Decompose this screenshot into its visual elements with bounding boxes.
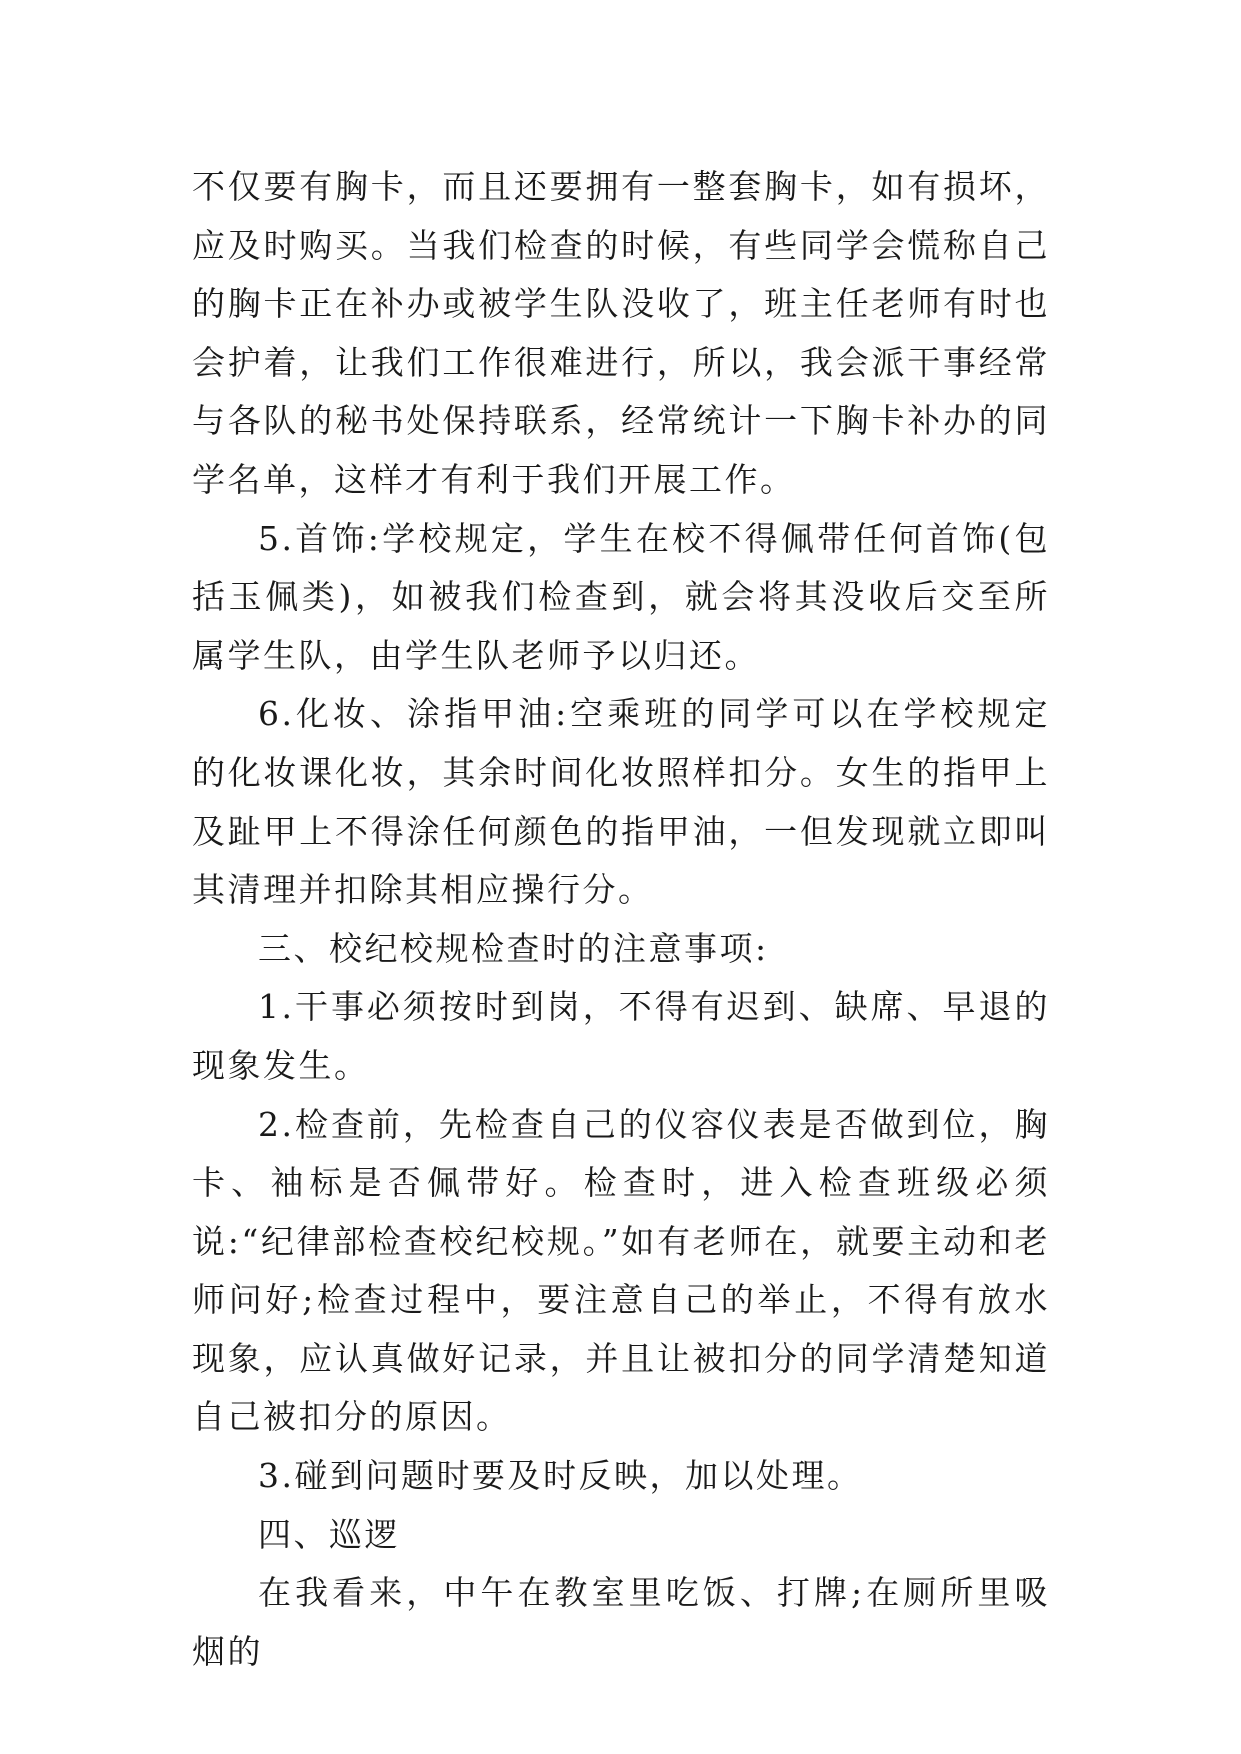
paragraph-6: 3.碰到问题时要及时反映，加以处理。 (258, 1456, 863, 1496)
paragraph-4: 1.干事必须按时到岗，不得有迟到、缺席、早退的现象发生。 (192, 987, 1050, 1085)
paragraph-5: 2.检查前，先检查自己的仪容仪表是否做到位，胸卡、袖标是否佩带好。检查时，进入检查班级必须说:“纪律部检查校纪校规。”如有老师在，就要主动和老师问好;检查过程中，要注意自己的举止，不得有放水现象，应认真做好记录，并且让被扣分的同学清楚知道自己被扣分的原因。 (192, 1104, 1050, 1437)
paragraph-1: 不仅要有胸卡，而且还要拥有一整套胸卡，如有损坏，应及时购买。当我们检查的时候，有些同学会慌称自己的胸卡正在补办或被学生队没收了，班主任老师有时也会护着，让我们工作很难进行，所以，我会派干事经常与各队的秘书处保持联系，经常统计一下胸卡补办的同学名单，这样才有利于我们开展工作。 (192, 167, 1050, 499)
section-heading-3: 三、校纪校规检查时的注意事项: (258, 928, 769, 968)
paragraph-7: 在我看来，中午在教室里吃饭、打牌;在厕所里吸烟的 (192, 1573, 1050, 1671)
paragraph-3: 6.化妆、涂指甲油:空乘班的同学可以在学校规定的化妆课化妆，其余时间化妆照样扣分。女生的指甲上及趾甲上不得涂任何颜色的指甲油，一但发现就立即叫其清理并扣除其相应操行分。 (192, 694, 1050, 910)
document-body (192, 158, 1050, 1681)
section-heading-4: 四、巡逻 (258, 1514, 400, 1554)
paragraph-2: 5.首饰:学校规定，学生在校不得佩带任何首饰(包括玉佩类)，如被我们检查到，就会将其没收后交至所属学生队，由学生队老师予以归还。 (192, 518, 1050, 675)
